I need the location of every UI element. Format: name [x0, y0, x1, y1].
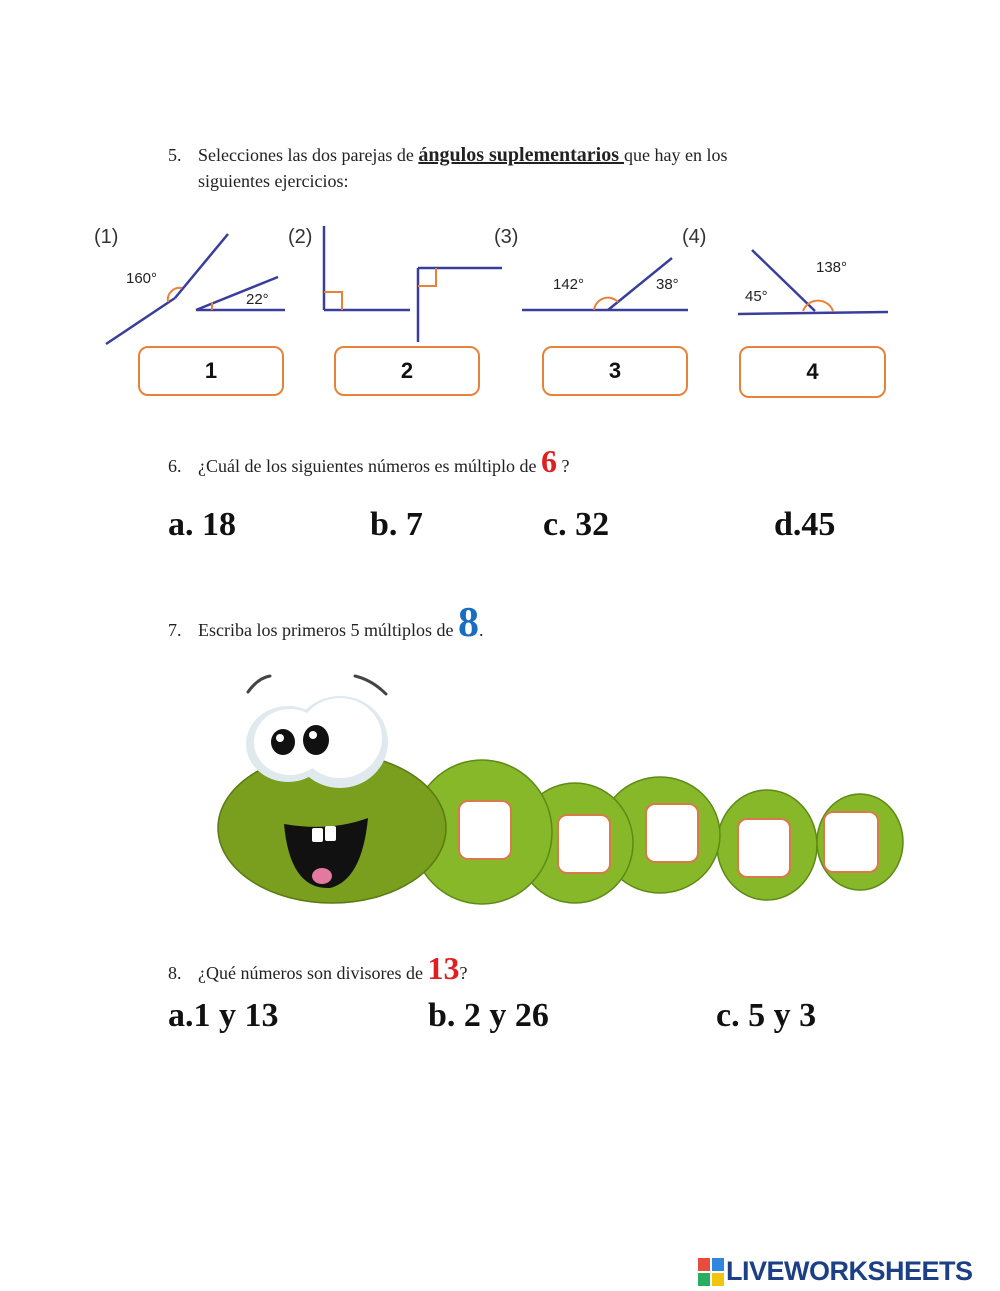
- figure-1: [106, 234, 285, 344]
- q8-option-a[interactable]: a.1 y 13: [168, 997, 279, 1034]
- q6-option-a[interactable]: a. 18: [168, 506, 236, 543]
- q6-option-c[interactable]: c. 32: [543, 506, 610, 543]
- q8-text: ¿Qué números son divisores de: [198, 963, 423, 983]
- angle-22: 22°: [246, 291, 269, 308]
- multiple-input-5[interactable]: [823, 811, 879, 873]
- q5-highlight: ángulos suplementarios: [418, 144, 625, 166]
- q8-prompt: [168, 950, 468, 986]
- figure-1-arc-160: [168, 288, 182, 302]
- q8-highlight: 13: [427, 950, 460, 986]
- answer-box-3[interactable]: 3: [542, 346, 688, 396]
- angle-138: 138°: [816, 259, 848, 276]
- multiple-input-3[interactable]: [645, 803, 699, 863]
- figure-label-3: (3): [494, 226, 519, 248]
- q6-option-d[interactable]: d.45: [774, 506, 836, 543]
- liveworksheets-logo-text: LIVEWORKSHEETS: [726, 1256, 973, 1286]
- q7-prompt: [168, 600, 484, 646]
- q6-text: ¿Cuál de los siguientes números es múltiplo de: [198, 456, 537, 476]
- q6-number: 6.: [168, 456, 182, 476]
- q7-number: 7.: [168, 620, 182, 640]
- liveworksheets-logo-icon: [698, 1258, 724, 1286]
- angle-142: 142°: [553, 276, 585, 293]
- figure-label-1: (1): [94, 226, 119, 248]
- q8-end: ?: [459, 963, 468, 983]
- figure-label-4: (4): [682, 226, 707, 248]
- q5-text-after: que hay en los: [624, 145, 728, 165]
- q6-end: ?: [561, 456, 570, 476]
- figure-2: [324, 226, 502, 342]
- q7-end: .: [478, 620, 484, 640]
- multiple-input-4[interactable]: [737, 818, 791, 878]
- q5-prompt-line2: siguientes ejercicios:: [198, 171, 349, 191]
- q6-option-b[interactable]: b. 7: [370, 506, 423, 543]
- answer-box-1[interactable]: 1: [138, 346, 284, 396]
- angle-160: 160°: [126, 270, 158, 287]
- q6-highlight: 6: [540, 443, 557, 479]
- liveworksheets-logo: [698, 1256, 973, 1287]
- answer-box-4[interactable]: 4: [739, 346, 886, 398]
- caterpillar-illustration: [200, 660, 920, 920]
- q7-highlight: 8: [457, 600, 479, 646]
- figure-label-2: (2): [288, 226, 313, 248]
- q5-number: 5.: [168, 145, 182, 165]
- multiple-input-2[interactable]: [557, 814, 611, 874]
- figure-2-right-angle-b: [418, 268, 436, 286]
- q6-prompt: [168, 443, 570, 479]
- multiple-input-1[interactable]: [458, 800, 512, 860]
- q8-option-b[interactable]: b. 2 y 26: [428, 997, 549, 1034]
- q7-text: Escriba los primeros 5 múltiplos de: [198, 620, 454, 640]
- q8-option-c[interactable]: c. 5 y 3: [716, 997, 817, 1034]
- q8-number: 8.: [168, 963, 182, 983]
- angle-45: 45°: [745, 288, 768, 305]
- answer-box-2[interactable]: 2: [334, 346, 480, 396]
- q5-text-before: Selecciones las dos parejas de: [198, 145, 419, 165]
- angle-38: 38°: [656, 276, 679, 293]
- figure-2-right-angle-a: [324, 292, 342, 310]
